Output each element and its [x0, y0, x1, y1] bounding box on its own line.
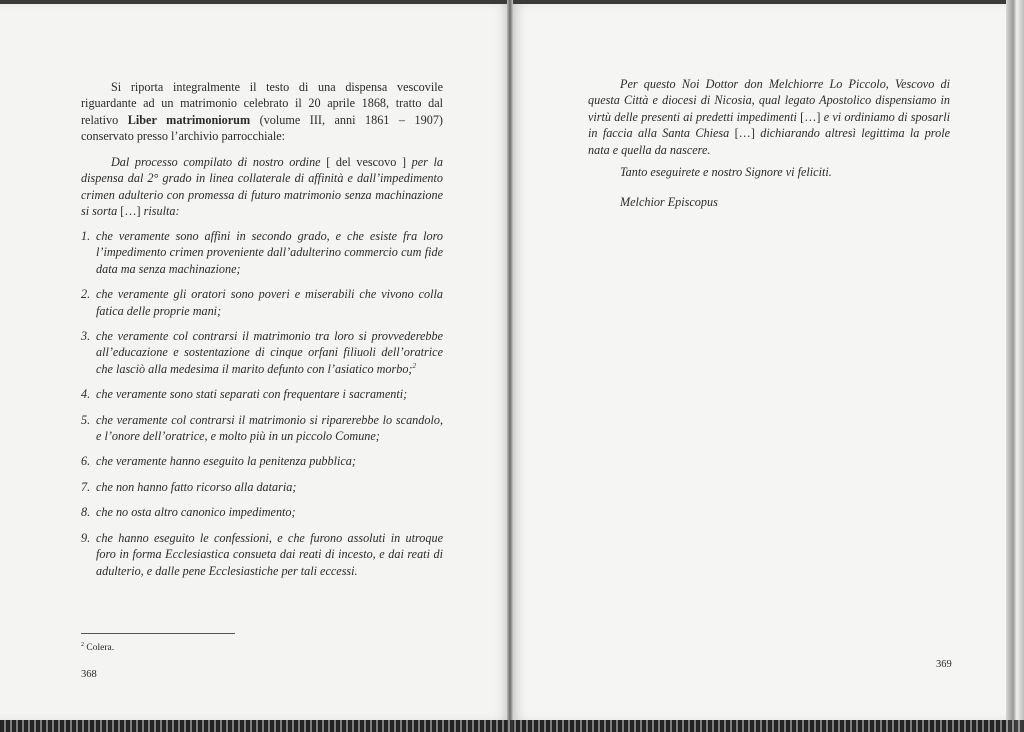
footnote-number: 2 [81, 642, 84, 648]
grant-ellipsis-2: […] [734, 126, 755, 141]
grant-text-1: Per questo Noi Dottor don Melchiorre Lo Piccolo, Vescovo di questa Città e diocesi di Nicosia, qual legato Apostolico dispensiamo in virtù delle presenti ai predetti impedimenti [588, 77, 950, 124]
conditions-list [81, 228, 443, 579]
list-item [81, 453, 443, 469]
grant-text-2: e vi ordiniamo di sposarli in faccia alla Santa Chiesa [588, 109, 950, 141]
page-number-left: 368 [81, 669, 97, 680]
list-item [81, 412, 443, 445]
list-item [81, 479, 443, 495]
signature [588, 194, 950, 210]
list-item-text: che veramente sono stati separati con frequentare i sacramenti; [96, 387, 408, 402]
list-item-text: che non hanno fatto ricorso alla dataria; [96, 479, 297, 494]
footnote-divider [81, 633, 235, 634]
list-item-text: che veramente col contrarsi il matrimonio si riparerebbe lo scandolo, e l’onore dell’oratrice, e molto più in un piccolo Comune; [96, 412, 443, 444]
page-edge [1006, 0, 1024, 732]
list-item-text: che veramente col contrarsi il matrimonio tra loro si provvederebbe all’educazione e sostentazione di cinque orfani filiuoli dell’oratrice che lasciò alla medesima il marito defunto con l’asiatico morbo; [96, 329, 443, 376]
quote-text-3: risulta: [140, 204, 180, 219]
signature-text: Melchior Episcopus [620, 195, 718, 209]
list-item-text: che veramente gli oratori sono poveri e miserabili che vivono colla fatica delle proprie mani; [96, 287, 443, 318]
list-item-number: 5. [81, 412, 91, 427]
list-item-number: 9. [81, 530, 91, 545]
quote-text-1: Dal processo compilato di nostro ordine [111, 155, 327, 169]
intro-paragraph [81, 79, 443, 145]
closing-blessing [588, 164, 950, 180]
grant-ellipsis-1: […] [800, 109, 821, 124]
quote-ellipsis: […] [120, 204, 141, 219]
list-item-text: che hanno eseguito le confessioni, e che furono assoluti in utroque foro in forma Ecclesiastica consueta dai reati di incesto, e dai reati di adulterio, e dalle pene Ecclesiastiche per tali eccessi. [96, 530, 443, 578]
closing-text: Tanto eseguirete e nostro Signore vi feliciti. [620, 165, 832, 179]
page-number-right: 369 [936, 659, 952, 670]
dispensation-grant [588, 76, 950, 158]
list-item-number: 2. [81, 287, 91, 302]
list-item [81, 328, 443, 377]
footnote-ref: 2 [412, 361, 416, 370]
quote-editorial-note: [ del vescovo ] [326, 155, 407, 169]
list-item-number: 8. [81, 505, 91, 520]
list-item-number: 4. [81, 387, 91, 402]
list-item-text: che no osta altro canonico impedimento; [96, 505, 296, 520]
footnote [81, 639, 114, 654]
list-item [81, 228, 443, 277]
footnote-text: Colera. [84, 643, 115, 654]
quote-text-2: per la dispensa dal 2° grado in linea collaterale di affinità e dall’impedimento crimen adulterio con promessa di futuro matrimonio senza machinazione si sorta [81, 155, 444, 219]
list-item [81, 504, 443, 520]
intro-text-1: Si riporta integralmente il testo di una dispensa vescovile riguardante ad un matrimonio celebrato il 20 aprile 1868, tratto dal relativo [81, 80, 443, 127]
list-item-number: 7. [81, 479, 91, 494]
grant-text-3: dichiarando altresì legittima la prole nata e quella da nascere. [588, 126, 950, 157]
dispensation-quote [81, 154, 443, 220]
page-bottom-edge [0, 720, 1024, 732]
list-item [81, 386, 443, 402]
intro-book-title: Liber matrimoniorum [127, 112, 251, 127]
intro-text-2: (volume III, anni 1861 – 1907) conservato presso l’archivio parrocchiale: [81, 112, 443, 144]
list-item-number: 3. [81, 329, 91, 344]
list-item-text: che veramente sono affini in secondo grado, e che esiste fra loro l’impedimento crimen proveniente dall’adulterino commercio cum fide data ma senza machinazione; [96, 229, 443, 276]
book-gutter [507, 0, 513, 732]
list-item-number: 1. [81, 229, 91, 243]
list-item [81, 286, 443, 319]
list-item-number: 6. [81, 454, 91, 469]
list-item [81, 530, 443, 579]
list-item-text: che veramente hanno eseguito la penitenza pubblica; [96, 454, 356, 469]
